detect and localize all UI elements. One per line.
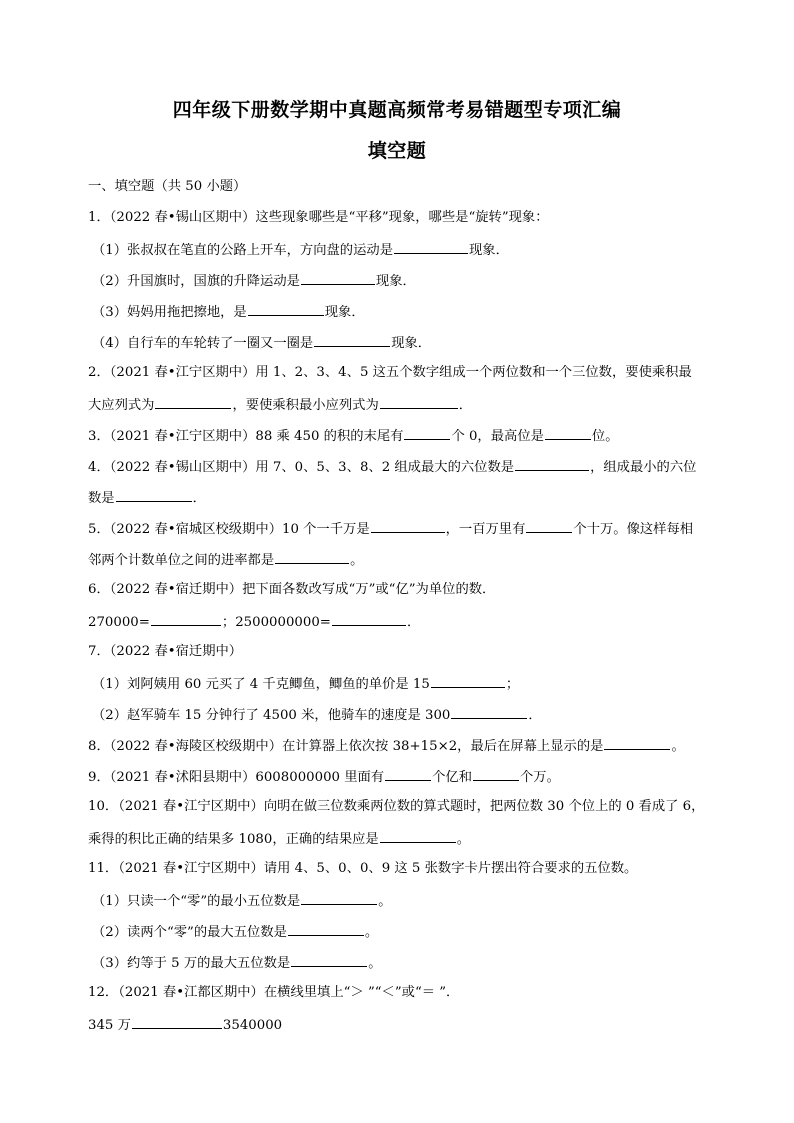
question-11-stem: 11．（2021 春•江宁区期中）请用 4、5、0、0、9 这 5 张数字卡片摆出符合要求的五位数。 <box>88 861 638 876</box>
answer-blank[interactable] <box>451 705 527 719</box>
answer-blank[interactable] <box>132 1015 222 1029</box>
q8-text-a: 8．（2022 春•海陵区校级期中）在计算器上依次按 38+15×2，最后在屏幕上显示的是 <box>88 739 604 754</box>
answer-blank[interactable] <box>604 736 670 750</box>
q1-4-tail: 现象． <box>391 336 432 351</box>
q2-text-c: ． <box>458 398 473 413</box>
q11-2-tail: 。 <box>364 925 379 940</box>
answer-blank[interactable] <box>248 302 324 316</box>
q2-text-a: 大应列式为 <box>88 398 155 413</box>
answer-blank[interactable] <box>314 333 390 347</box>
answer-blank[interactable] <box>385 767 431 781</box>
question-10-line-2 <box>88 829 470 849</box>
question-2-line-2 <box>88 395 472 415</box>
q7-2-tail: ． <box>528 708 542 723</box>
question-6-line-1: 6．（2022 春•宿迁期中）把下面各数改写成“万”或“亿”为单位的数． <box>88 582 496 597</box>
question-8 <box>88 736 685 756</box>
answer-blank[interactable] <box>394 240 468 254</box>
q11-3-text: （3）约等于 5 万的最大五位数是 <box>92 956 291 971</box>
q11-3-tail: 。 <box>368 956 382 971</box>
q9-text-b: 个亿和 <box>432 770 472 785</box>
q1-1-text: （1）张叔叔在笔直的公路上开车，方向盘的运动是 <box>92 243 393 258</box>
question-6-line-2 <box>88 612 420 632</box>
question-1-stem: 1．（2022 春•锡山区期中）这些现象哪些是“平移”现象，哪些是“旋转”现象： <box>88 210 549 225</box>
q5-text-d: 邻两个计数单位之间的进率都是 <box>88 553 275 568</box>
q1-3-tail: 现象． <box>324 305 365 320</box>
answer-blank[interactable] <box>380 395 458 409</box>
q7-1-tail: ； <box>505 677 520 692</box>
q11-1-text: （1）只读一个“零”的最小五位数是 <box>92 894 301 909</box>
question-2-line-1: 2．（2021 春•江宁区期中）用 1、2、3、4、5 这五个数字组成一个两位数和一个三位数，要使乘积最 <box>88 365 692 380</box>
q1-3-text: （3）妈妈用拖把擦地，是 <box>92 305 247 320</box>
question-12-stem: 12．（2021 春•江都区期中）在横线里填上“＞ ”“＜”或“＝ ”． <box>88 985 460 1000</box>
question-4-line-1 <box>88 457 696 477</box>
q6-text-b: ；2500000000= <box>221 615 331 630</box>
q5-text-a: 5．（2022 春•宿城区校级期中）10 个一千万是 <box>88 522 370 537</box>
q1-4-text: （4）自行车的车轮转了一圈又一圈是 <box>92 336 314 351</box>
answer-blank[interactable] <box>526 519 572 533</box>
page-title: 四年级下册数学期中真题高频常考易错题型专项汇编 <box>172 99 622 121</box>
q3-text-a: 3．（2021 春•江宁区期中）88 乘 450 的积的末尾有 <box>88 429 404 444</box>
answer-blank[interactable] <box>545 426 591 440</box>
q10-text-a: 乘得的积比正确的结果多 1080，正确的结果应是 <box>88 832 379 847</box>
q6-text-a: 270000= <box>88 615 150 630</box>
answer-blank[interactable] <box>288 922 364 936</box>
answer-blank[interactable] <box>155 395 231 409</box>
q12-right-value: 3540000 <box>222 1018 283 1033</box>
question-3 <box>88 426 619 446</box>
answer-blank[interactable] <box>473 767 519 781</box>
q3-text-b: 个 0，最高位是 <box>451 429 544 444</box>
q9-text-c: 个万。 <box>520 770 560 785</box>
q4-text-d: ． <box>192 491 206 506</box>
answer-blank[interactable] <box>301 271 375 285</box>
q11-1-tail: 。 <box>378 894 392 909</box>
q1-2-tail: 现象． <box>375 274 416 289</box>
question-7-stem: 7．（2022 春•宿迁期中） <box>88 644 243 659</box>
answer-blank[interactable] <box>275 550 349 564</box>
question-1-part-2 <box>92 271 416 291</box>
question-5-line-1 <box>88 519 693 539</box>
answer-blank[interactable] <box>380 829 456 843</box>
q9-text-a: 9．（2021 春•沭阳县期中）6008000000 里面有 <box>88 770 385 785</box>
question-10-line-1: 10．（2021 春•江宁区期中）向明在做三位数乘两位数的算式题时，把两位数 30 个位上的 0 看成了 6， <box>88 799 705 814</box>
q7-1-text: （1）刘阿姨用 60 元买了 4 千克鲫鱼，鲫鱼的单价是 15 <box>92 677 430 692</box>
question-1-part-4 <box>92 333 431 353</box>
answer-blank[interactable] <box>151 612 221 626</box>
question-1-part-1 <box>92 240 509 260</box>
question-1-part-3 <box>92 302 365 322</box>
question-11-part-3 <box>92 953 382 973</box>
question-11-part-2 <box>92 922 378 942</box>
q6-text-c: ． <box>406 615 421 630</box>
q1-1-tail: 现象． <box>469 243 509 258</box>
answer-blank[interactable] <box>301 891 377 905</box>
answer-blank[interactable] <box>431 674 505 688</box>
question-11-part-1 <box>92 891 392 911</box>
q4-text-c: 数是 <box>88 491 115 506</box>
q8-text-b: 。 <box>671 739 685 754</box>
q10-text-b: 。 <box>456 832 471 847</box>
q3-text-c: 位。 <box>591 429 619 444</box>
page-subtitle: 填空题 <box>367 140 427 162</box>
q2-text-b: ，要使乘积最小应列式为 <box>232 398 379 413</box>
question-5-line-2 <box>88 550 363 570</box>
answer-blank[interactable] <box>515 457 589 471</box>
answer-blank[interactable] <box>371 519 445 533</box>
q4-text-a: 4．（2022 春•锡山区期中）用 7、0、5、3、8、2 组成最大的六位数是 <box>88 460 515 475</box>
q4-text-b: ，组成最小的六位 <box>590 460 697 475</box>
question-4-line-2 <box>88 488 206 508</box>
question-7-part-2 <box>92 705 542 725</box>
question-12-compare <box>88 1015 282 1035</box>
answer-blank[interactable] <box>332 612 406 626</box>
q5-text-e: 。 <box>350 553 364 568</box>
question-7-part-1 <box>92 674 519 694</box>
answer-blank[interactable] <box>291 953 367 967</box>
answer-blank[interactable] <box>116 488 192 502</box>
q5-text-b: ，一百万里有 <box>445 522 526 537</box>
q5-text-c: 个十万。像这样每相 <box>573 522 694 537</box>
q12-left-value: 345 万 <box>88 1018 131 1033</box>
question-9 <box>88 767 560 787</box>
q7-2-text: （2）赵军骑车 15 分钟行了 4500 米，他骑车的速度是 300 <box>92 708 451 723</box>
q11-2-text: （2）读两个“零”的最大五位数是 <box>92 925 287 940</box>
section-heading: 一、填空题（共 50 小题） <box>88 179 247 194</box>
q1-2-text: （2）升国旗时，国旗的升降运动是 <box>92 274 300 289</box>
answer-blank[interactable] <box>404 426 450 440</box>
